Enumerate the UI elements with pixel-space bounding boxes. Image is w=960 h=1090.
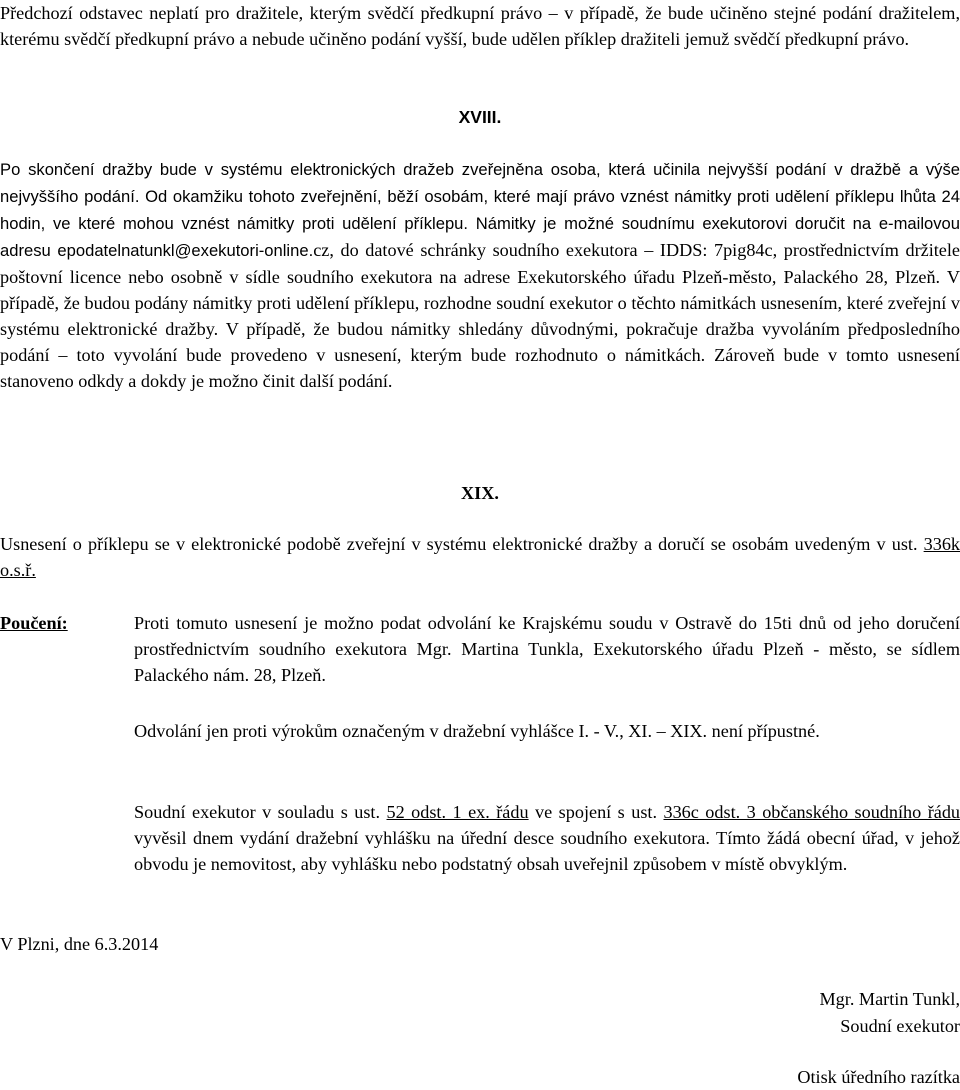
- paragraph-18-sans-part: Po skončení dražby bude v systému elektronických dražeb zveřejněna osoba, která učinila nejvyšší podání v dražbě a výše nejvyššího podání.: [0, 160, 960, 206]
- pouceni-label: Poučení:: [0, 613, 68, 633]
- paragraph-19: [0, 531, 960, 583]
- pouceni-paragraph-1: Proti tomuto usnesení je možno podat odvolání ke Krajskému soudu v Ostravě do 15ti dnů od jeho doručení prostřednictvím soudního exekutora Mgr. Martina Tunkla, Exekutorského úřadu Plzeň - město, se sídlem Palackého nám. 28, Plzeň.: [134, 613, 960, 685]
- pouceni-3-text-b: ve spojení s ust.: [528, 802, 664, 822]
- pouceni-3-text-c: vyvěsil dnem vydání dražební vyhlášku na úřední desce soudního exekutora. Tímto žádá obecní úřad, v jehož obvodu je nemovitost, aby vyhlášku nebo podstatný obsah uveřejnil způsobem v místě obvyklým.: [134, 828, 960, 874]
- place-and-date: V Plzni, dne 6.3.2014: [0, 934, 159, 954]
- pouceni-3-law-reference-1: 52 odst. 1 ex. řádu: [386, 802, 529, 822]
- stamp-label: Otisk úředního razítka: [797, 1067, 960, 1087]
- pouceni-paragraph-3: [134, 799, 960, 877]
- section-heading-19: XIX.: [461, 483, 499, 503]
- signature-name: Mgr. Martin Tunkl,: [819, 989, 960, 1009]
- pouceni-3-text-a: Soudní exekutor v souladu s ust.: [134, 802, 387, 822]
- paragraph-19-text: Usnesení o příklepu se v elektronické podobě zveřejní v systému elektronické dražby a doručí se osobám uvedeným v ust.: [0, 534, 924, 554]
- section-heading-18: XVIII.: [458, 107, 502, 127]
- paragraph-19-law-reference: 336k o.s.ř.: [0, 534, 960, 580]
- pouceni-paragraph-2: Odvolání jen proti výrokům označeným v dražební vyhlášce I. - V., XI. – XIX. není přípustné.: [134, 721, 820, 741]
- paragraph-18: [0, 156, 960, 394]
- pouceni-3-law-reference-2: 336c odst. 3 občanského soudního řádu: [663, 802, 960, 822]
- paragraph-18-serif-part-b: cz, do datové schránky soudního exekutora – IDDS: 7pig84c, prostřednictvím držitele poštovní licence nebo osobně v sídle soudního exekutora na adrese Exekutorského úřadu Plzeň-město, Palackého 28, Plzeň. V případě, že budou podány námitky proti udělení příklepu, rozhodne soudní exekutor o těchto námitkách usnesením, které zveřejní v systému elektronické dražby. V případě, že budou námitky shledány důvodnými, pokračuje dražba vyvoláním předposledního podání – toto vyvolání bude provedeno v usnesení, kterým bude rozhodnuto o námitkách. Zároveň bude v tomto usnesení stanoveno odkdy a dokdy je možno činit další podání.: [0, 240, 960, 391]
- paragraph-18-serif-part-a: Od okamžiku tohoto zveřejnění, běží osobám, které mají právo vznést námitky proti udělení příklepu lhůta 24 hodin, ve které mohou vznést námitky proti udělení příklepu. Námitky je možné soudnímu exekutorovi doručit na e-mailovou adresu epodatelnatunkl@exekutori-online.: [0, 187, 960, 260]
- signature-role: Soudní exekutor: [840, 1016, 960, 1036]
- paragraph-intro: Předchozí odstavec neplatí pro dražitele, kterým svědčí předkupní právo – v případě, že bude učiněno stejné podání dražitelem, kterému svědčí předkupní právo a nebude učiněno podání vyšší, bude udělen příklep dražiteli jemuž svědčí předkupní právo.: [0, 3, 960, 49]
